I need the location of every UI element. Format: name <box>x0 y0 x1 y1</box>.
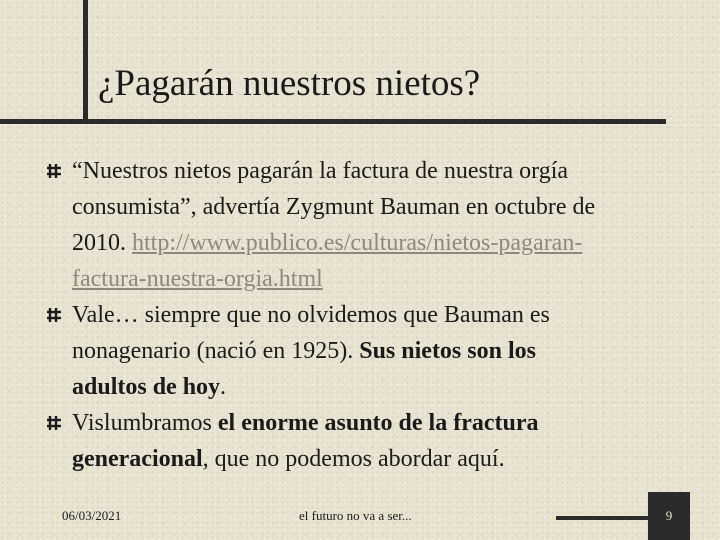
hash-bullet-icon <box>46 415 62 431</box>
text-segment: nonagenario (nació en 1925). <box>72 338 360 364</box>
text-segment: “Nuestros nietos pagarán la factura de nuestra orgía <box>72 158 569 184</box>
footer-date: 06/03/2021 <box>62 508 122 523</box>
bold-text: Sus nietos son los <box>359 338 536 364</box>
footer-title: el futuro no va a ser... <box>299 508 412 523</box>
title-side-bar <box>83 0 88 120</box>
article-link[interactable]: http://www.publico.es/culturas/nietos-pagaran- <box>132 230 583 256</box>
bold-text: adultos de hoy <box>72 374 221 400</box>
hash-bullet-icon <box>46 307 62 323</box>
text-segment: 2010. <box>72 230 132 256</box>
text-segment: consumista”, advertía Zygmunt Bauman en octubre de <box>72 194 596 220</box>
text-segment: , que no podemos abordar aquí. <box>202 446 505 472</box>
bold-text: generacional <box>72 446 203 472</box>
bullet-text <box>72 405 692 477</box>
hash-bullet-icon <box>46 163 62 179</box>
title-rule <box>0 119 666 124</box>
bullet-text <box>72 297 692 405</box>
article-link[interactable]: factura-nuestra-orgia.html <box>72 266 323 292</box>
text-segment: Vislumbramos <box>72 410 218 436</box>
text-segment: . <box>220 374 227 400</box>
text-segment: Vale… siempre que no olvidemos que Bauman es <box>72 302 550 328</box>
footer-rule <box>556 516 652 520</box>
slide-title: ¿Pagarán nuestros nietos? <box>98 63 481 104</box>
page-number: 9 <box>665 508 673 523</box>
bullet-text <box>72 153 692 297</box>
bold-text: el enorme asunto de la fractura <box>217 410 539 436</box>
